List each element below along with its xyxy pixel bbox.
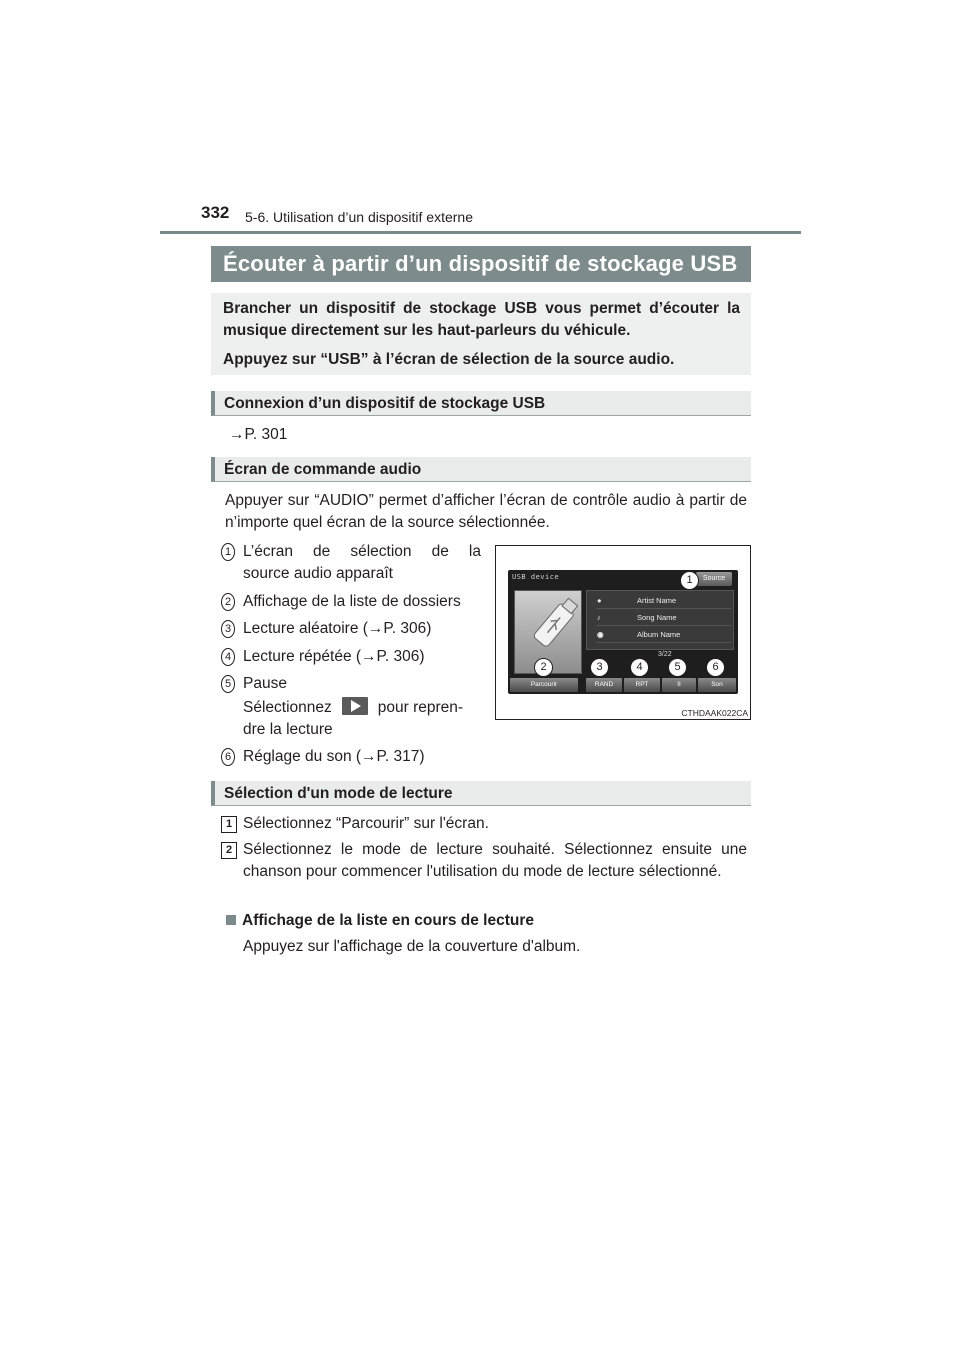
item-number: 2	[221, 593, 235, 611]
subsection-heading	[226, 910, 534, 932]
step-number: 2	[221, 842, 237, 859]
control-screen-paragraph: Appuyer sur “AUDIO” permet d’afficher l’écran de contrôle audio à partir de n’importe quel écran de la source sélectionnée.	[225, 492, 747, 531]
step-text: Sélectionnez “Parcourir” sur l'écran.	[243, 815, 489, 832]
track-info-panel	[586, 590, 734, 650]
music-note-icon: ♪	[597, 613, 601, 622]
subsection-title: Affichage de la liste en cours de lecture	[242, 912, 535, 929]
subheading-control-screen: Écran de commande audio	[211, 457, 751, 482]
callout-3: 3	[590, 658, 609, 677]
item-text-cont: source audio apparaît	[243, 565, 393, 582]
album-row	[597, 628, 731, 643]
item-number: 6	[221, 748, 235, 766]
callout-6: 6	[706, 658, 725, 677]
item-text: Affichage de la liste de dossiers	[243, 593, 461, 610]
item-text-cont: dre la lecture	[243, 721, 333, 738]
resume-word: pour repren-	[377, 699, 464, 716]
intro-box	[211, 293, 751, 375]
screen-title: USB device	[512, 573, 560, 581]
random-button: RAND	[586, 678, 622, 692]
step-number: 1	[221, 816, 237, 833]
connection-reference: →P. 301	[229, 426, 288, 443]
artist-name: Artist Name	[637, 596, 677, 605]
item-text-cont	[243, 697, 463, 719]
track-count: 3/22	[658, 651, 672, 658]
item-text: Lecture aléatoire (→P. 306)	[243, 620, 432, 637]
header-rule	[160, 231, 801, 234]
intro-line-2: Appuyez sur “USB” à l’écran de sélection de la source audio.	[223, 351, 675, 368]
sound-button: Son	[698, 678, 736, 692]
figure-code: CTHDAAK022CA	[681, 708, 748, 718]
item-number: 3	[221, 620, 235, 638]
subheading-connection: Connexion d’un dispositif de stockage USB	[211, 391, 751, 416]
callout-4: 4	[630, 658, 649, 677]
page-number: 332	[201, 203, 230, 222]
intro-line-1: Brancher un dispositif de stockage USB vous permet d’écouter la musique directement sur les haut-parleurs du véhicule.	[223, 300, 740, 339]
song-name: Song Name	[637, 613, 677, 622]
item-number: 1	[221, 543, 235, 561]
square-bullet-icon	[226, 915, 236, 925]
person-icon: ●	[597, 596, 602, 605]
repeat-button: RPT	[624, 678, 660, 692]
callout-1: 1	[680, 571, 699, 590]
browse-button: Parcourir	[510, 678, 578, 692]
play-icon	[342, 697, 368, 715]
item-text: L’écran de sélection de la	[243, 543, 481, 560]
callout-5: 5	[668, 658, 687, 677]
pause-button: II	[662, 678, 696, 692]
select-word: Sélectionnez	[243, 699, 332, 716]
album-name: Album Name	[637, 630, 681, 639]
item-text: Pause	[243, 675, 287, 692]
section-label: 5-6. Utilisation d’un dispositif externe	[245, 209, 474, 225]
disc-icon: ◉	[597, 630, 604, 639]
item-number: 4	[221, 648, 235, 666]
control-bar	[510, 678, 736, 692]
artist-row	[597, 594, 731, 609]
audio-screen-figure	[495, 545, 751, 720]
song-row	[597, 611, 731, 626]
step-text: Sélectionnez le mode de lecture souhaité. Sélectionnez ensuite une chanson pour commencer l'utilisation du mode de lecture sélectionné.	[243, 841, 747, 880]
subsection-text: Appuyez sur l'affichage de la couverture d'album.	[243, 938, 581, 955]
callout-2: 2	[534, 658, 553, 677]
subheading-playback-mode: Sélection d'un mode de lecture	[211, 781, 751, 806]
item-number: 5	[221, 675, 235, 693]
item-text: Réglage du son (→P. 317)	[243, 748, 425, 765]
item-text: Lecture répétée (→P. 306)	[243, 648, 425, 665]
source-button: Source	[696, 572, 732, 586]
page-title: Écouter à partir d’un dispositif de stockage USB	[211, 246, 751, 282]
